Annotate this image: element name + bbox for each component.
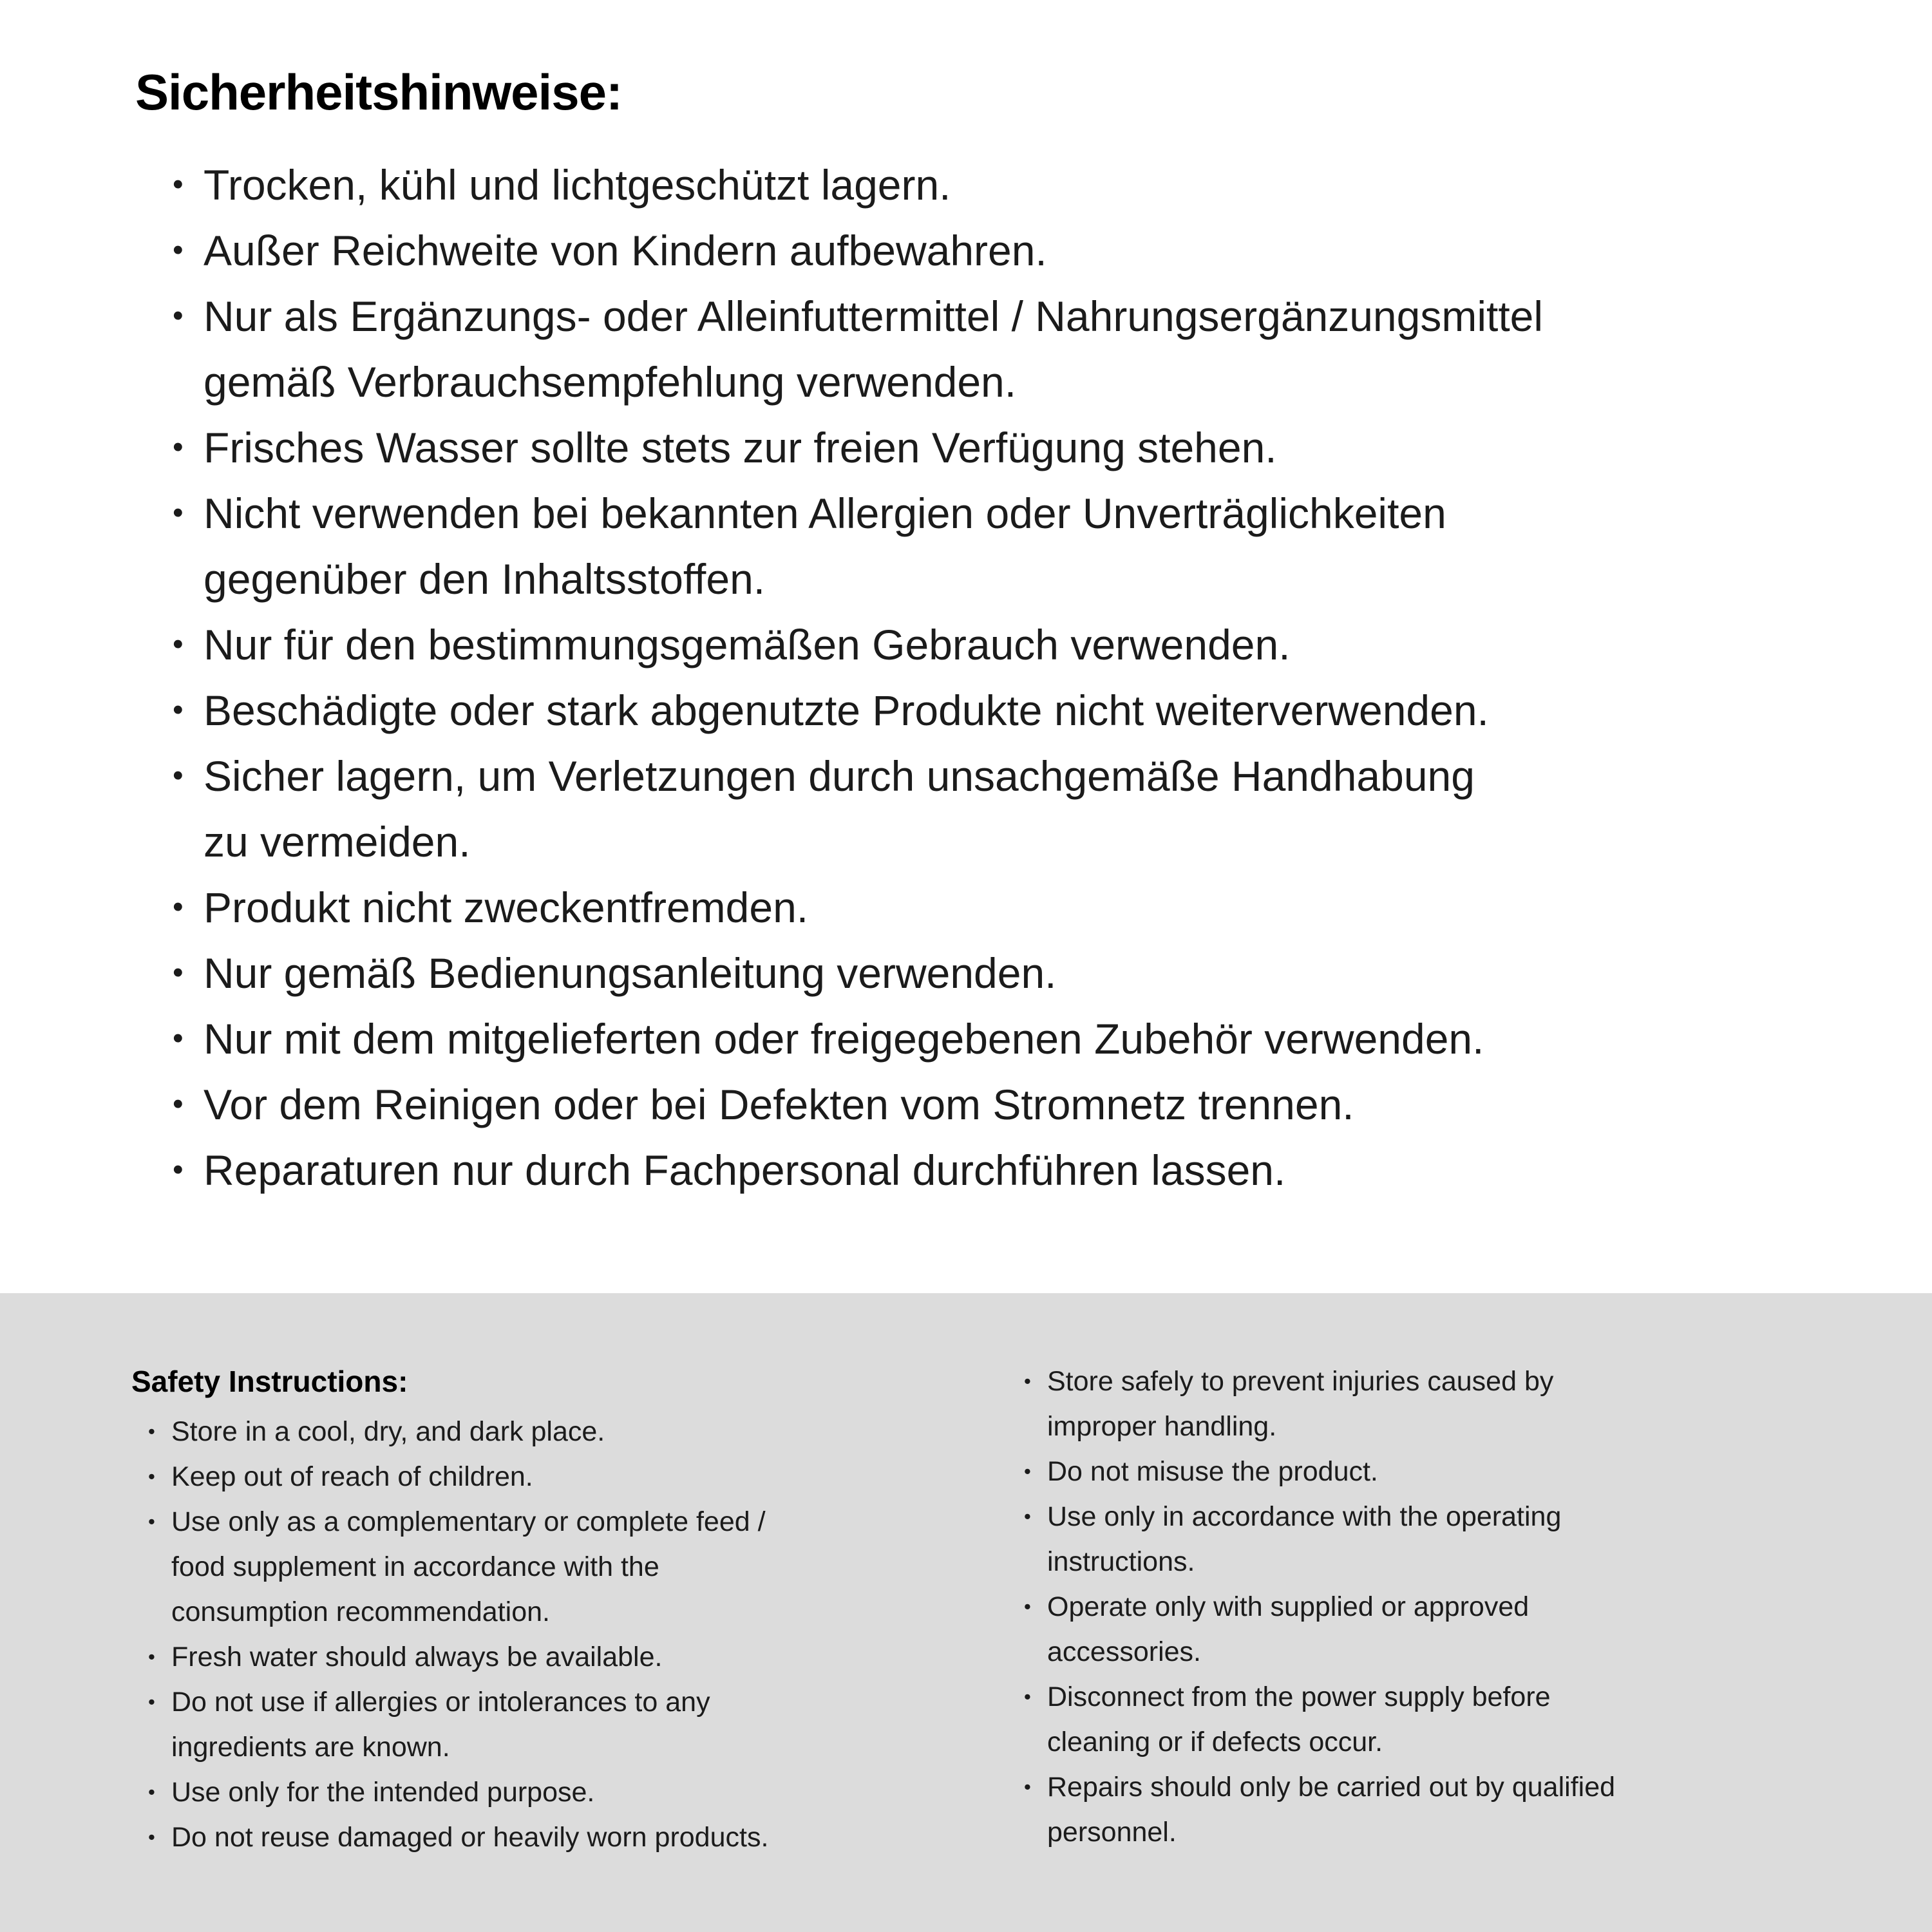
- bullet-icon: •: [1024, 1370, 1031, 1392]
- english-bullet-list-right: [1024, 1359, 1880, 1855]
- list-item: [148, 1454, 970, 1499]
- list-item-text: Vor dem Reinigen oder bei Defekten vom Stromnetz trennen.: [204, 1081, 1354, 1128]
- list-item-text: Keep out of reach of children.: [171, 1461, 533, 1492]
- list-item: [148, 1770, 970, 1815]
- list-item: [173, 218, 1803, 283]
- bullet-icon: •: [173, 496, 184, 530]
- list-item-text: Nur für den bestimmungsgemäßen Gebrauch verwenden.: [204, 621, 1291, 668]
- bullet-icon: •: [1024, 1460, 1031, 1482]
- list-item-text: Produkt nicht zweckentfremden.: [204, 884, 809, 931]
- bullet-icon: •: [148, 1690, 155, 1713]
- list-item-text: Frisches Wasser sollte stets zur freien Verfügung stehen.: [204, 424, 1277, 471]
- bullet-icon: •: [148, 1510, 155, 1533]
- list-item: [173, 152, 1803, 218]
- english-heading: Safety Instructions:: [131, 1365, 408, 1398]
- bullet-icon: •: [1024, 1685, 1031, 1708]
- list-item: [1024, 1674, 1880, 1765]
- list-item-text: Nur gemäß Bedienungsanleitung verwenden.: [204, 949, 1057, 997]
- list-item: [148, 1680, 970, 1770]
- bullet-icon: •: [173, 759, 184, 793]
- bullet-icon: •: [1024, 1505, 1031, 1528]
- bullet-icon: •: [173, 299, 184, 333]
- list-item-text: Store safely to prevent injuries caused by improper handling.: [1047, 1366, 1554, 1442]
- list-item: [173, 1006, 1803, 1072]
- german-heading: Sicherheitshinweise:: [135, 64, 622, 120]
- list-item-text: Reparaturen nur durch Fachpersonal durchführen lassen.: [204, 1146, 1286, 1194]
- list-item-text: Nur mit dem mitgelieferten oder freigegebenen Zubehör verwenden.: [204, 1015, 1484, 1063]
- list-item: [173, 283, 1803, 415]
- list-item: [173, 415, 1803, 480]
- bullet-icon: •: [173, 1087, 184, 1121]
- list-item-text: Disconnect from the power supply before cleaning or if defects occur.: [1047, 1681, 1551, 1757]
- list-item: [1024, 1765, 1880, 1855]
- german-bullet-list: [135, 152, 1803, 1203]
- list-item-text: Außer Reichweite von Kindern aufbewahren.: [204, 227, 1047, 274]
- list-item: [1024, 1359, 1880, 1449]
- bullet-icon: •: [173, 233, 184, 267]
- list-item-text: Do not reuse damaged or heavily worn products.: [171, 1822, 769, 1853]
- bullet-icon: •: [173, 956, 184, 990]
- bullet-icon: •: [173, 890, 184, 924]
- list-item: [173, 612, 1803, 677]
- list-item: [148, 1409, 970, 1454]
- list-item: [1024, 1494, 1880, 1584]
- list-item-text: Use only in accordance with the operating instructions.: [1047, 1501, 1562, 1577]
- list-item-text: Fresh water should always be available.: [171, 1642, 663, 1672]
- list-item: [173, 1137, 1803, 1203]
- bullet-icon: •: [173, 1021, 184, 1056]
- bullet-icon: •: [148, 1826, 155, 1848]
- list-item: [173, 743, 1803, 875]
- list-item: [148, 1634, 970, 1680]
- list-item: [1024, 1449, 1880, 1494]
- list-item-text: Operate only with supplied or approved accessories.: [1047, 1591, 1530, 1667]
- bullet-icon: •: [148, 1645, 155, 1668]
- list-item-text: Do not use if allergies or intolerances to any ingredients are known.: [171, 1687, 710, 1763]
- bullet-icon: •: [1024, 1776, 1031, 1798]
- list-item: [173, 875, 1803, 940]
- bullet-icon: •: [148, 1781, 155, 1803]
- bullet-icon: •: [173, 627, 184, 661]
- list-item: [173, 1072, 1803, 1137]
- list-item: [1024, 1584, 1880, 1674]
- list-item: [173, 677, 1803, 743]
- list-item-text: Nicht verwenden bei bekannten Allergien oder Unverträglichkeiten gegenüber den Inhaltsstoffen.: [204, 489, 1446, 603]
- bullet-icon: •: [173, 167, 184, 202]
- bullet-icon: •: [1024, 1595, 1031, 1618]
- english-bullet-list-left: [131, 1409, 970, 1860]
- list-item-text: Use only for the intended purpose.: [171, 1777, 595, 1808]
- bullet-icon: •: [173, 693, 184, 727]
- english-right-column: [1024, 1359, 1880, 1855]
- bullet-icon: •: [148, 1420, 155, 1443]
- list-item-text: Beschädigte oder stark abgenutzte Produkte nicht weiterverwenden.: [204, 687, 1489, 734]
- bullet-icon: •: [173, 1153, 184, 1187]
- list-item: [148, 1815, 970, 1860]
- list-item: [173, 940, 1803, 1006]
- list-item-text: Trocken, kühl und lichtgeschützt lagern.: [204, 161, 951, 209]
- bullet-icon: •: [148, 1465, 155, 1488]
- bullet-icon: •: [173, 430, 184, 464]
- english-section: [0, 1293, 1932, 1932]
- english-left-column: [131, 1359, 970, 1860]
- list-item-text: Nur als Ergänzungs- oder Alleinfuttermittel / Nahrungsergänzungsmittel gemäß Verbrauchsempfehlung verwenden.: [204, 292, 1544, 406]
- list-item: [173, 480, 1803, 612]
- list-item-text: Store in a cool, dry, and dark place.: [171, 1416, 605, 1447]
- list-item-text: Do not misuse the product.: [1047, 1456, 1378, 1487]
- list-item-text: Sicher lagern, um Verletzungen durch unsachgemäße Handhabung zu vermeiden.: [204, 752, 1475, 866]
- list-item-text: Use only as a complementary or complete feed / food supplement in accordance with the consumption recommendation.: [171, 1506, 766, 1627]
- list-item-text: Repairs should only be carried out by qualified personnel.: [1047, 1772, 1616, 1848]
- list-item: [148, 1499, 970, 1634]
